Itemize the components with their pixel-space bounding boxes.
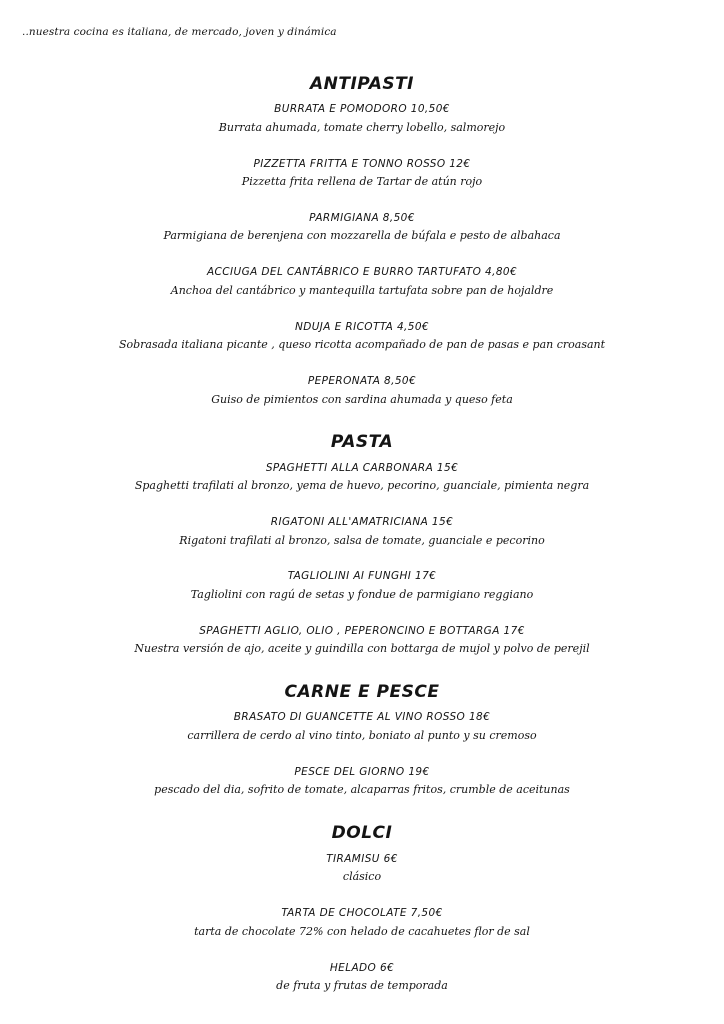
item-desc-tagliolini: Tagliolini con ragú de setas y fondue de parmigiano reggiano: [190, 588, 534, 601]
section-title-carne-e-pesce: CARNE E PESCE: [284, 682, 440, 702]
item-desc-parmigiana: Parmigiana de berenjena con mozzarella de búfala e pesto de albahaca: [163, 229, 561, 242]
item-desc-helado: de fruta y frutas de temporada: [276, 979, 448, 992]
item-desc-carbonara: Spaghetti trafilati al bronzo, yema de huevo, pecorino, guanciale, pimienta negra: [134, 479, 590, 492]
item-name-tagliolini: TAGLIOLINI AI FUNGHI 17€: [287, 570, 437, 582]
item-name-tarta-de-chocolate: TARTA DE CHOCOLATE 7,50€: [281, 907, 443, 919]
item-name-tiramisu: TIRAMISU 6€: [326, 853, 398, 865]
item-name-pizzetta: PIZZETTA FRITTA E TONNO ROSSO 12€: [253, 158, 471, 170]
section-title-antipasti: ANTIPASTI: [309, 74, 415, 94]
section-title-dolci: DOLCI: [331, 823, 393, 843]
item-name-carbonara: SPAGHETTI ALLA CARBONARA 15€: [265, 462, 459, 474]
item-name-acciuga: ACCIUGA DEL CANTÁBRICO E BURRO TARTUFATO 4,80€: [206, 266, 518, 278]
item-desc-tarta-de-chocolate: tarta de chocolate 72% con helado de cacahuetes flor de sal: [194, 925, 530, 938]
item-name-brasato: BRASATO DI GUANCETTE AL VINO ROSSO 18€: [233, 711, 491, 723]
item-desc-spaghetti-aglio: Nuestra versión de ajo, aceite y guindilla con bottarga de mujol y polvo de perejil: [134, 642, 590, 655]
item-desc-pizzetta: Pizzetta frita rellena de Tartar de atún rojo: [241, 175, 483, 188]
item-desc-amatriciana: Rigatoni trafilati al bronzo, salsa de tomate, guanciale e pecorino: [179, 534, 545, 547]
item-name-helado: HELADO 6€: [329, 962, 395, 974]
item-name-pesce-del-giorno: PESCE DEL GIORNO 19€: [294, 766, 430, 778]
item-name-burrata: BURRATA E POMODORO 10,50€: [274, 103, 450, 115]
item-desc-burrata: Burrata ahumada, tomate cherry lobello, salmorejo: [218, 121, 506, 134]
item-desc-pesce-del-giorno: pescado del dia, sofrito de tomate, alcaparras fritos, crumble de aceitunas: [154, 783, 570, 796]
item-desc-nduja: Sobrasada italiana picante , queso ricotta acompañado de pan de pasas e pan croasant: [118, 338, 606, 351]
item-desc-peperonata: Guiso de pimientos con sardina ahumada y queso feta: [211, 393, 513, 406]
item-desc-acciuga: Anchoa del cantábrico y mantequilla tartufata sobre pan de hojaldre: [170, 284, 554, 297]
item-desc-tiramisu: clásico: [342, 870, 382, 883]
item-name-peperonata: PEPERONATA 8,50€: [307, 375, 417, 387]
section-title-pasta: PASTA: [330, 432, 394, 452]
item-desc-brasato: carrillera de cerdo al vino tinto, boniato al punto y su cremoso: [187, 729, 537, 742]
item-name-amatriciana: RIGATONI ALL'AMATRICIANA 15€: [270, 516, 454, 528]
item-name-nduja: NDUJA E RICOTTA 4,50€: [294, 321, 430, 333]
restaurant-tagline: ..nuestra cocina es italiana, de mercado, joven y dinámica: [22, 26, 337, 38]
item-name-parmigiana: PARMIGIANA 8,50€: [309, 212, 415, 224]
item-name-spaghetti-aglio: SPAGHETTI AGLIO, OLIO , PEPERONCINO E BOTTARGA 17€: [199, 625, 525, 637]
